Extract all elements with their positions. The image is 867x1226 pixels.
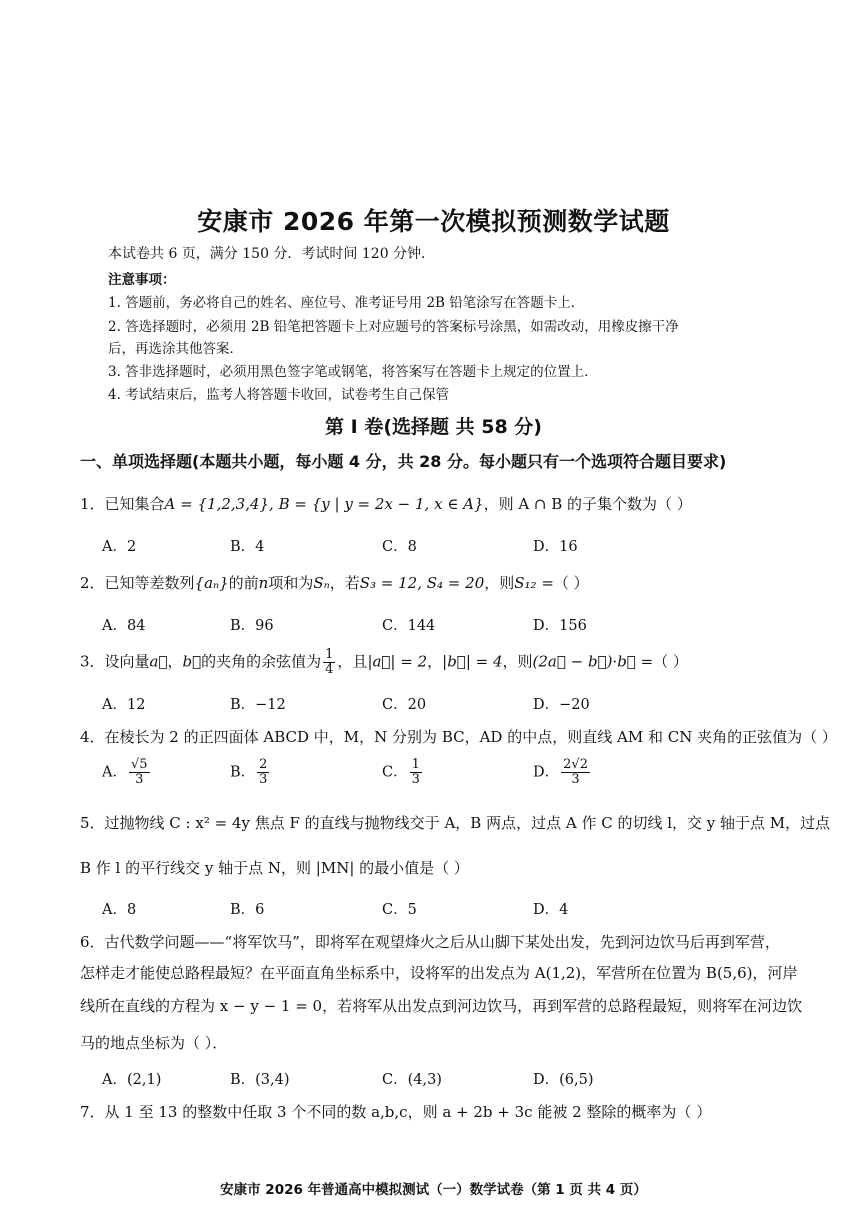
q4-b-num: 2 xyxy=(259,757,268,772)
question-6-line-2: 怎样走才能使总路程最短？在平面直角坐标系中，设将军的出发点为 A(1,2)，军营所在位置为 B(5,6)，河岸 xyxy=(80,964,798,982)
notice-item: 1. 答题前，务必将自己的姓名、座位号、准考证号用 2B 铅笔涂写在答题卡上． xyxy=(108,295,585,311)
q3-cond2: |b⃗| = 4 xyxy=(442,652,503,671)
exam-intro: 本试卷共 6 页，满分 150 分．考试时间 120 分钟． xyxy=(108,246,436,262)
q3-cond1: |a⃗| = 2 xyxy=(367,652,428,671)
q4-letter-d: D． xyxy=(533,764,560,781)
notice-item: 4. 考试结束后，监考人将答题卡收回，试卷考生自己保管 xyxy=(108,387,450,403)
q3-frac-num: 1 xyxy=(325,647,334,662)
q2-mid4: ，则 xyxy=(484,574,515,592)
q4-letter-b: B． xyxy=(230,764,256,781)
q2-mid2: 项和为 xyxy=(268,574,314,592)
q4-frac-c xyxy=(410,758,422,787)
question-1 xyxy=(80,493,692,514)
q3-fraction xyxy=(323,648,335,677)
question-3 xyxy=(80,648,688,677)
question-6-line-3: 线所在直线的方程为 x − y − 1 = 0，若将军从出发点到河边饮马，再到军营的总路程最短，则将军在河边饮 xyxy=(80,997,803,1015)
q3-frac-den: 4 xyxy=(325,662,334,677)
question-4: 4．在棱长为 2 的正四面体 ABCD 中，M，N 分别为 BC，AD 的中点，则直线 AM 和 CN 夹角的正弦值为（ ） xyxy=(80,728,837,746)
q2-mid3: ，若 xyxy=(329,574,360,592)
question-7: 7．从 1 至 13 的整数中任取 3 个不同的数 a,b,c，则 a + 2b + 3c 能被 2 整除的概率为（ ） xyxy=(80,1103,712,1121)
q2-option-a: A．84 xyxy=(102,618,146,634)
q5-option-c: C．5 xyxy=(382,902,417,918)
question-5-line-1: 5．过抛物线 C : x² = 4y 焦点 F 的直线与抛物线交于 A，B 两点，过点 A 作 C 的切线 l，交 y 轴于点 M，过点 xyxy=(80,814,831,832)
q3-option-b: B．−12 xyxy=(230,697,286,713)
q4-letter-a: A． xyxy=(102,764,127,781)
question-5-line-2: B 作 l 的平行线交 y 轴于点 N，则 |MN| 的最小值是（ ） xyxy=(80,859,469,877)
notice-item: 2. 答选择题时，必须用 2B 铅笔把答题卡上对应题号的答案标号涂黑，如需改动，用橡皮擦干净 xyxy=(108,319,679,335)
page-footer: 安康市 2026 年普通高中模拟测试（一）数学试卷（第 1 页 共 4 页） xyxy=(220,1182,647,1198)
q3-option-d: D．−20 xyxy=(533,697,590,713)
q6-option-d: D．(6,5) xyxy=(533,1072,594,1088)
q3-vector-b: b⃗ xyxy=(182,652,202,671)
q4-frac-a xyxy=(129,758,150,787)
q1-option-b: B．4 xyxy=(230,539,265,555)
notice-item: 3. 答非选择题时，必须用黑色签字笔或钢笔，将答案写在答题卡上规定的位置上． xyxy=(108,364,598,380)
q4-option-b xyxy=(230,758,271,787)
part-title: 一、单项选择题(本题共小题，每小题 4 分，共 28 分。每小题只有一个选项符合题目要求) xyxy=(80,452,727,471)
q4-option-c xyxy=(382,758,424,787)
q3-prefix: 3．设向量 xyxy=(80,652,150,671)
q2-mid1: 的前 xyxy=(228,574,259,592)
q1-math: A = {1,2,3,4}, B = {y | y = 2x − 1, x ∈ A} xyxy=(164,495,484,513)
q2-option-b: B．96 xyxy=(230,618,274,634)
q4-d-num: 2√2 xyxy=(563,757,588,772)
q4-option-a xyxy=(102,758,152,787)
q2-math-n: n xyxy=(258,574,269,592)
q4-c-den: 3 xyxy=(411,772,420,787)
q2-option-c: C．144 xyxy=(382,618,436,634)
q1-option-c: C．8 xyxy=(382,539,417,555)
q3-option-a: A．12 xyxy=(102,697,146,713)
q5-option-a: A．8 xyxy=(102,902,137,918)
q4-c-num: 1 xyxy=(411,757,420,772)
q2-math-cond: S₃ = 12, S₄ = 20 xyxy=(359,574,485,592)
q4-option-d xyxy=(533,758,592,787)
q1-option-d: D．16 xyxy=(533,539,578,555)
q6-option-c: C．(4,3) xyxy=(382,1072,442,1088)
q3-suffix: （ ） xyxy=(653,652,688,671)
q2-suffix: （ ） xyxy=(553,574,589,592)
q4-a-num: √5 xyxy=(130,757,148,772)
notice-item: 后，再选涂其他答案． xyxy=(108,341,243,357)
question-2 xyxy=(80,572,589,593)
q4-frac-b xyxy=(257,758,269,787)
q4-d-den: 3 xyxy=(571,772,580,787)
q5-option-d: D．4 xyxy=(533,902,569,918)
q1-option-a: A．2 xyxy=(102,539,137,555)
q3-expr: (2a⃗ − b⃗)·b⃗ = xyxy=(532,652,654,671)
q3-mid3: ，则 xyxy=(502,652,533,671)
q3-sep: ， xyxy=(167,652,183,671)
q1-suffix: ，则 A ∩ B 的子集个数为（ ） xyxy=(483,495,692,513)
section-title: 第 I 卷(选择题 共 58 分) xyxy=(325,416,542,438)
q3-mid2: ，且 xyxy=(337,652,368,671)
question-6-line-1: 6．古代数学问题——“将军饮马”，即将军在观望烽火之后从山脚下某处出发，先到河边饮马后再到军营， xyxy=(80,933,780,951)
q6-option-a: A．(2,1) xyxy=(102,1072,162,1088)
q1-prefix: 1．已知集合 xyxy=(80,495,165,513)
q3-mid: 的夹角的余弦值为 xyxy=(201,652,322,671)
question-6-line-4: 马的地点坐标为（ ）． xyxy=(80,1034,228,1052)
q2-prefix: 2．已知等差数列 xyxy=(80,574,195,592)
q2-option-d: D．156 xyxy=(533,618,587,634)
q3-sep2: ， xyxy=(427,652,443,671)
q4-frac-d xyxy=(561,758,590,787)
q2-math-s12: S₁₂ = xyxy=(514,574,554,592)
q4-b-den: 3 xyxy=(259,772,268,787)
q3-option-c: C．20 xyxy=(382,697,427,713)
q2-math-sn: Sₙ xyxy=(313,574,330,592)
q4-a-den: 3 xyxy=(135,772,144,787)
notice-heading: 注意事项： xyxy=(108,272,176,288)
q5-option-b: B．6 xyxy=(230,902,265,918)
q6-option-b: B．(3,4) xyxy=(230,1072,290,1088)
page-title: 安康市 2026 年第一次模拟预测数学试题 xyxy=(197,207,670,236)
q2-math-seq: {aₙ} xyxy=(194,574,229,592)
q3-vector-a: a⃗ xyxy=(149,652,168,671)
q4-letter-c: C． xyxy=(382,764,408,781)
